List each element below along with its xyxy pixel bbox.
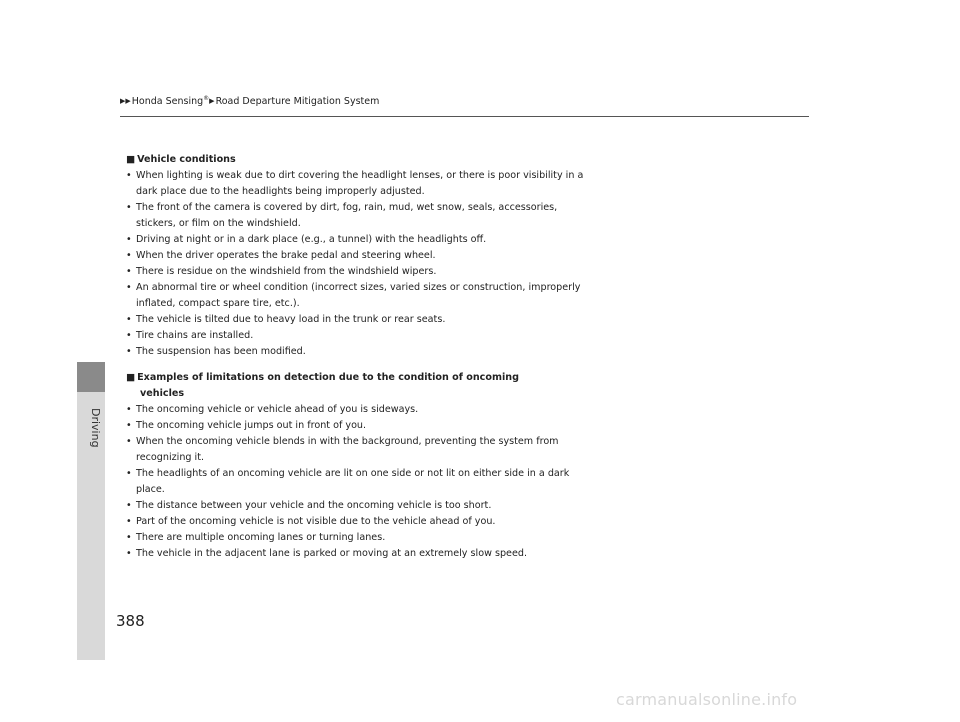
list-item xyxy=(126,232,596,248)
bullet-icon: • xyxy=(126,314,132,325)
vehicle-conditions-list xyxy=(126,168,596,360)
bullet-icon: • xyxy=(126,404,132,415)
list-item-text: There are multiple oncoming lanes or turning lanes. xyxy=(136,532,386,543)
header-divider xyxy=(120,116,809,117)
list-item-text: The front of the camera is covered by dirt, fog, rain, mud, wet snow, seals, accessories, stickers, or film on the windshield. xyxy=(136,202,558,229)
list-item-text: When lighting is weak due to dirt covering the headlight lenses, or there is poor visibility in a dark place due to the headlights being improperly adjusted. xyxy=(136,170,584,197)
bullet-icon: • xyxy=(126,468,132,479)
list-item-text: The vehicle is tilted due to heavy load in the trunk or rear seats. xyxy=(136,314,446,325)
list-item-text: There is residue on the windshield from the windshield wipers. xyxy=(136,266,437,277)
breadcrumb-topic[interactable]: Road Departure Mitigation System xyxy=(215,96,380,108)
section-heading-vehicle-conditions xyxy=(126,152,596,168)
bullet-icon: • xyxy=(126,330,132,341)
breadcrumb xyxy=(120,95,379,107)
bullet-icon: • xyxy=(126,346,132,357)
breadcrumb-section[interactable]: Honda Sensing xyxy=(131,96,204,108)
list-item-text: When the oncoming vehicle blends in with the background, preventing the system from recognizing it. xyxy=(136,436,559,463)
bullet-icon: • xyxy=(126,234,132,245)
list-item xyxy=(126,418,596,434)
list-item xyxy=(126,530,596,546)
section-heading-oncoming-vehicles xyxy=(126,370,596,402)
bullet-icon: • xyxy=(126,420,132,431)
section-title: Examples of limitations on detection due to the condition of oncoming xyxy=(137,372,519,383)
list-item-text: An abnormal tire or wheel condition (incorrect sizes, varied sizes or construction, improperly inflated, compact spare tire, etc.). xyxy=(136,282,581,309)
list-item xyxy=(126,200,596,232)
list-item xyxy=(126,344,596,360)
list-item-text: The headlights of an oncoming vehicle are lit on one side or not lit on either side in a dark place. xyxy=(136,468,570,495)
list-item-text: The oncoming vehicle or vehicle ahead of you is sideways. xyxy=(136,404,419,415)
list-item xyxy=(126,546,596,562)
oncoming-vehicle-limitations-list xyxy=(126,402,596,562)
watermark: carmanualsonline.info xyxy=(616,690,798,709)
bullet-icon: • xyxy=(126,202,132,213)
chapter-side-tab-marker xyxy=(77,362,105,392)
chapter-side-tab xyxy=(77,362,105,660)
bullet-icon: • xyxy=(126,532,132,543)
list-item-text: The distance between your vehicle and the oncoming vehicle is too short. xyxy=(136,500,492,511)
breadcrumb-arrow-icon: ▶▶ xyxy=(120,97,131,106)
list-item-text: The suspension has been modified. xyxy=(136,346,306,357)
list-item-text: Part of the oncoming vehicle is not visible due to the vehicle ahead of you. xyxy=(136,516,496,527)
chapter-label[interactable]: Driving xyxy=(89,408,102,448)
list-item xyxy=(126,466,596,498)
breadcrumb-arrow-icon: ▶ xyxy=(209,97,215,106)
list-item xyxy=(126,328,596,344)
bullet-icon: • xyxy=(126,516,132,527)
list-item xyxy=(126,434,596,466)
registered-mark: ® xyxy=(203,95,210,102)
list-item xyxy=(126,402,596,418)
list-item xyxy=(126,498,596,514)
page-content xyxy=(126,152,596,562)
list-item-text: Driving at night or in a dark place (e.g., a tunnel) with the headlights off. xyxy=(136,234,487,245)
list-item xyxy=(126,248,596,264)
list-item xyxy=(126,168,596,200)
bullet-icon: • xyxy=(126,266,132,277)
bullet-icon: • xyxy=(126,500,132,511)
list-item-text: When the driver operates the brake pedal and steering wheel. xyxy=(136,250,436,261)
section-title-continued: vehicles xyxy=(140,388,185,399)
list-item xyxy=(126,280,596,312)
section-title: Vehicle conditions xyxy=(137,154,236,165)
list-item xyxy=(126,514,596,530)
square-bullet-icon: ■ xyxy=(126,154,136,165)
list-item-text: The vehicle in the adjacent lane is parked or moving at an extremely slow speed. xyxy=(136,548,527,559)
bullet-icon: • xyxy=(126,170,132,181)
bullet-icon: • xyxy=(126,250,132,261)
page-number: 388 xyxy=(116,612,145,630)
list-item-text: The oncoming vehicle jumps out in front of you. xyxy=(136,420,367,431)
bullet-icon: • xyxy=(126,436,132,447)
list-item xyxy=(126,264,596,280)
square-bullet-icon: ■ xyxy=(126,372,136,383)
bullet-icon: • xyxy=(126,548,132,559)
list-item xyxy=(126,312,596,328)
bullet-icon: • xyxy=(126,282,132,293)
list-item-text: Tire chains are installed. xyxy=(136,330,254,341)
